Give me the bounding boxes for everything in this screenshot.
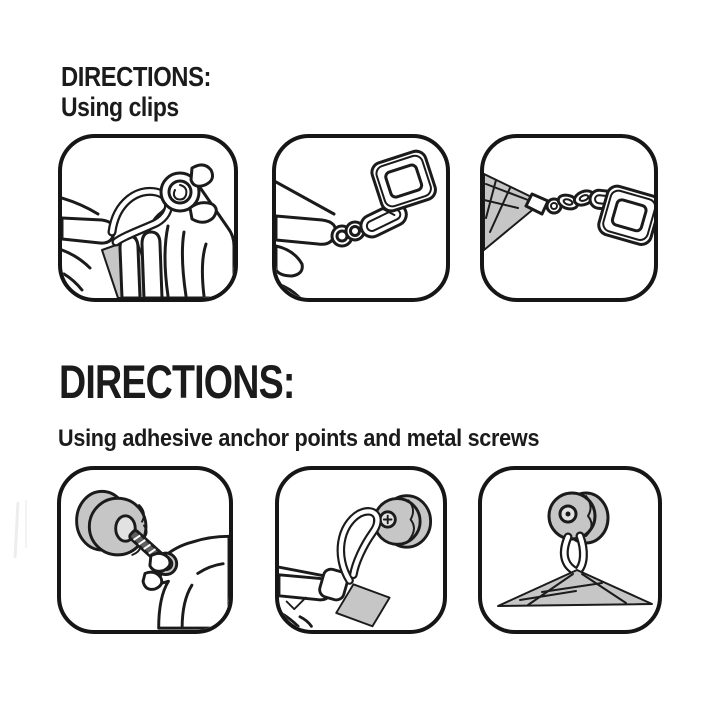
panel-clips-step-3 — [480, 134, 658, 302]
panel-anchor-step-1 — [57, 466, 233, 634]
panel-clips-step-1 — [58, 134, 238, 302]
section-anchors-title: DIRECTIONS: — [59, 355, 295, 408]
section-anchors-subtitle: Using adhesive anchor points and metal screws — [58, 425, 540, 452]
scan-artifact — [25, 500, 27, 548]
scan-artifact — [14, 502, 20, 558]
net-corner-linked-by-clip-chain-to-square-ring-icon — [484, 138, 656, 298]
hand-driving-metal-screw-into-anchor-point-icon — [61, 470, 229, 630]
section-clips-subtitle: Using clips — [61, 92, 179, 122]
section-clips-title: DIRECTIONS: — [61, 61, 212, 92]
panel-anchor-step-2 — [275, 466, 447, 634]
hand-holding-strap-loop-beside-wall-anchor-point-icon — [279, 470, 443, 630]
panel-anchor-step-3 — [478, 466, 662, 634]
net-hanging-from-wall-anchor-point-icon — [482, 470, 658, 630]
panel-clips-step-2 — [272, 134, 450, 302]
hands-threading-strap-loop-through-round-clip-icon — [62, 138, 234, 298]
hand-hooking-carabiner-clip-to-square-ring-icon — [276, 138, 448, 298]
